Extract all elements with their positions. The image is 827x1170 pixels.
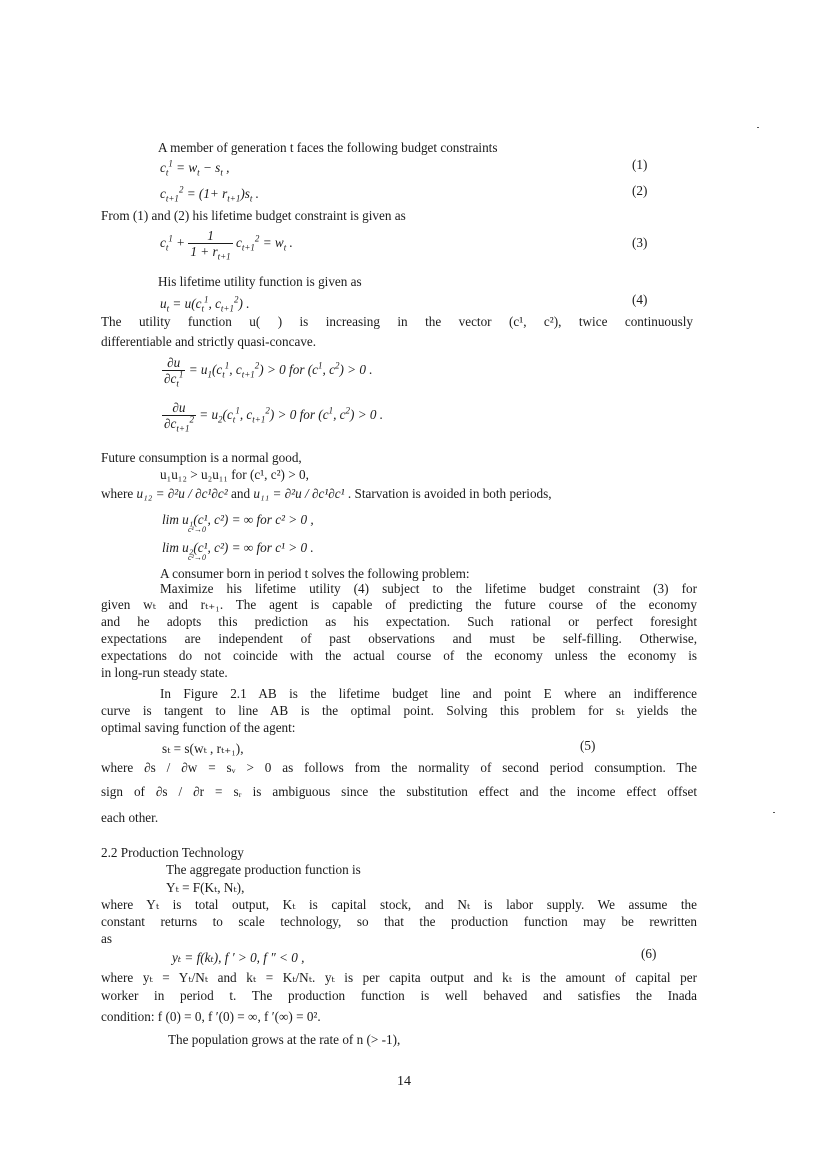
each-other: each other. bbox=[101, 810, 159, 825]
intro-text: A member of generation t faces the following budget constraints bbox=[158, 140, 498, 155]
equation-1: $c_t^1 = w_t - s_t$ , bbox=[160, 158, 230, 178]
limit-1: lim u₁(c¹, c²) = ∞ for c² > 0 , bbox=[162, 512, 314, 527]
utility-desc-2: differentiable and strictly quasi-concave. bbox=[101, 334, 317, 349]
figure-line-1: curve is tangent to line AB is the optimal point. Solving this problem for sₜ yields the bbox=[101, 703, 697, 718]
population-text: The population grows at the rate of n (> -1), bbox=[168, 1032, 401, 1047]
limit-2: lim u₂(c¹, c²) = ∞ for c¹ > 0 . bbox=[162, 540, 314, 555]
production-equation: Yₜ = F(Kₜ, Nₜ), bbox=[166, 880, 245, 895]
scan-speck bbox=[757, 127, 759, 128]
limit-1-subscript: c¹→0 bbox=[188, 525, 206, 534]
figure-line-2: optimal saving function of the agent: bbox=[101, 720, 296, 735]
equation-number-4: (4) bbox=[632, 292, 648, 307]
equation-4: $u_t = u(c_t^1$, $c_{t+1}^2$) . bbox=[160, 294, 250, 314]
equation-3: $c_t^1$ + $\frac{1}{1 + r_{t+1}}$ $c_{t+1}^2 = w_t$ . bbox=[160, 228, 293, 263]
where-5: where ∂s / ∂w = sᵥ > 0 as follows from the normality of second period consumption. The bbox=[101, 760, 697, 775]
scan-speck bbox=[773, 812, 775, 813]
derivative-1: $\frac{\partial u}{\partial c_t^1}$ = $u_1(c_t^1$, $c_{t+1}^2) > 0$ for ($c^1$, $c^2) > 0$ . bbox=[164, 355, 373, 390]
equation-number-5: (5) bbox=[580, 738, 596, 753]
normal-good: Future consumption is a normal good, bbox=[101, 450, 302, 465]
utility-desc-1: The utility function u( ) is increasing in the vector (c¹, c²), twice continuously bbox=[101, 314, 693, 329]
aggregate-intro: The aggregate production function is bbox=[166, 862, 361, 877]
as-word: as bbox=[101, 931, 112, 946]
where-y-line-1: constant returns to scale technology, so that the production function may be rewritten bbox=[101, 914, 697, 929]
equation-2: $c_{t+1}^2 = (1+ r_{t+1})s_t$ . bbox=[160, 184, 259, 204]
derivative-2: $\frac{\partial u}{\partial c_{t+1}^2}$ = $u_2(c_t^1$, $c_{t+1}^2) > 0$ for ($c^1$, $c^2) > 0$ . bbox=[164, 400, 384, 435]
problem-line-4: expectations are independent of past observations and must be self-filling. Otherwise, bbox=[101, 631, 697, 646]
where-6-line-0: where yₜ = Yₜ/Nₜ and kₜ = Kₜ/Nₜ. yₜ is per capita output and kₜ is the amount of capital per bbox=[101, 970, 697, 985]
fraction: $\frac{1}{1 + r_{t+1}}$ bbox=[190, 228, 231, 263]
section-heading: 2.2 Production Technology bbox=[101, 845, 244, 860]
equation-number-1: (1) bbox=[632, 157, 648, 172]
problem-line-5: expectations do not coincide with the actual course of the economy unless the economy is bbox=[101, 648, 697, 663]
problem-line-6: in long-run steady state. bbox=[101, 665, 228, 680]
page-number: 14 bbox=[397, 1074, 411, 1089]
problem-line-2: given wₜ and rₜ₊₁. The agent is capable of predicting the future course of the economy bbox=[101, 597, 697, 612]
where-line: where u₁₂ = ∂²u / ∂c¹∂c² and u₁₁ = ∂²u / ∂c¹∂c¹ . Starvation is avoided in both periods, bbox=[101, 486, 552, 501]
problem-line-3: and he adopts this prediction as his expectation. Such rational or perfect foresight bbox=[101, 614, 697, 629]
normal-condition: u₁u₁₂ > u₂u₁₁ for (c¹, c²) > 0, bbox=[160, 467, 309, 482]
utility-intro: His lifetime utility function is given as bbox=[158, 274, 362, 289]
limit-2-subscript: c²→0 bbox=[188, 553, 206, 562]
problem-line-1: Maximize his lifetime utility (4) subject to the lifetime budget constraint (3) for bbox=[160, 581, 697, 596]
figure-line-0: In Figure 2.1 AB is the lifetime budget line and point E where an indifference bbox=[160, 686, 697, 701]
sign-line: sign of ∂s / ∂r = sᵣ is ambiguous since the substitution effect and the income effect offset bbox=[101, 784, 697, 799]
where-6-line-1: worker in period t. The production function is well behaved and satisfies the Inada bbox=[101, 988, 697, 1003]
equation-6: yₜ = f(kₜ), f ′ > 0, f ″ < 0 , bbox=[172, 950, 305, 965]
equation-number-6: (6) bbox=[641, 946, 657, 961]
equation-5: sₜ = s(wₜ , rₜ₊₁), bbox=[162, 741, 244, 756]
inada-condition: condition: f (0) = 0, f ′(0) = ∞, f ′(∞) = 0². bbox=[101, 1009, 321, 1024]
equation-number-3: (3) bbox=[632, 235, 648, 250]
lifetime-intro: From (1) and (2) his lifetime budget constraint is given as bbox=[101, 208, 406, 223]
equation-number-2: (2) bbox=[632, 183, 648, 198]
problem-line-0: A consumer born in period t solves the following problem: bbox=[160, 566, 470, 581]
where-y-line-0: where Yₜ is total output, Kₜ is capital stock, and Nₜ is labor supply. We assume the bbox=[101, 897, 697, 912]
